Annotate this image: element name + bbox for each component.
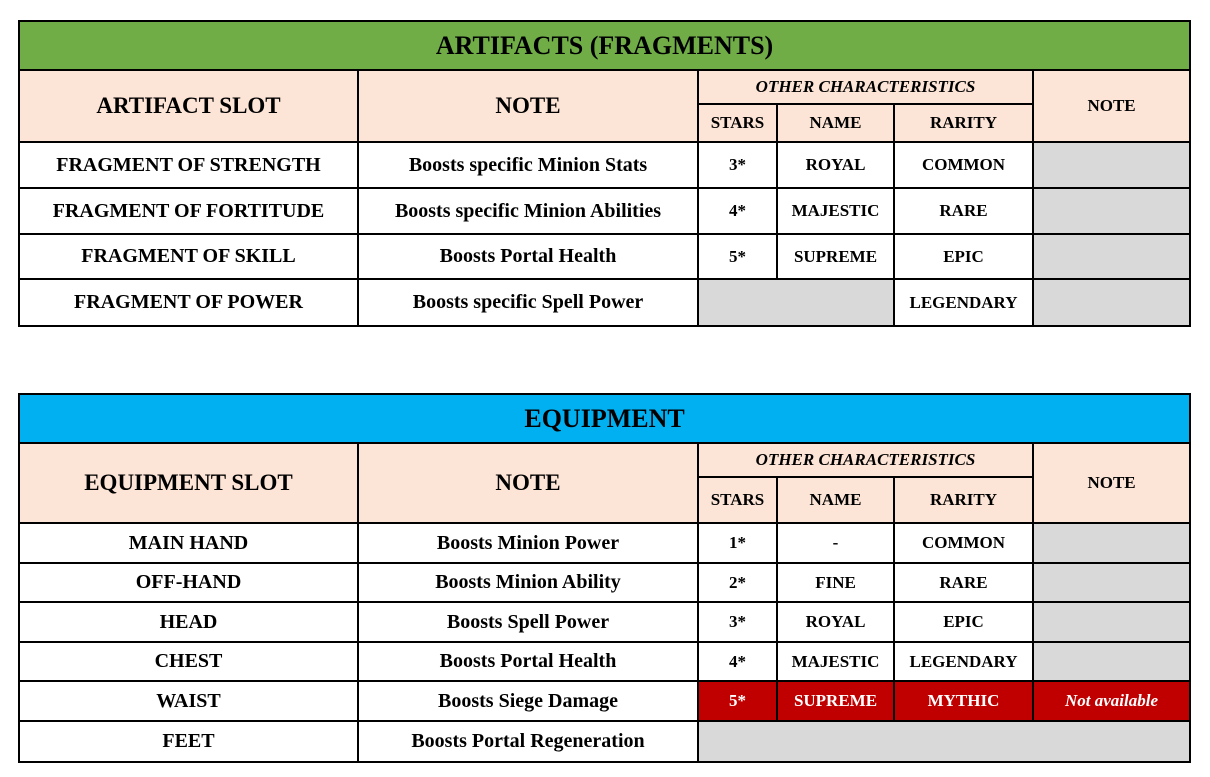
empty-stars-name-cell [698,279,894,326]
name-cell: MAJESTIC [777,642,894,681]
slot-cell: FRAGMENT OF STRENGTH [19,142,358,188]
table-row [19,234,1190,279]
equipment-title: EQUIPMENT [19,394,1190,443]
table-row [19,563,1190,602]
rarity-cell: EPIC [894,602,1033,642]
rarity-cell: EPIC [894,234,1033,279]
note-cell: Boosts Spell Power [358,602,698,642]
note-header: NOTE [358,70,698,142]
rarity-cell: COMMON [894,142,1033,188]
artifact-slot-header: ARTIFACT SLOT [19,70,358,142]
note-cell: Boosts specific Minion Stats [358,142,698,188]
stars-cell: 2* [698,563,777,602]
note-cell: Boosts Siege Damage [358,681,698,721]
empty-note-cell [1033,563,1190,602]
other-characteristics-header: OTHER CHARACTERISTICS [698,70,1033,104]
rarity-cell: RARE [894,563,1033,602]
slot-cell: FEET [19,721,358,762]
slot-cell: FRAGMENT OF POWER [19,279,358,326]
name-cell: MAJESTIC [777,188,894,234]
empty-note-cell [1033,279,1190,326]
table-row [19,142,1190,188]
note-cell: Boosts Minion Power [358,523,698,563]
name-header: NAME [777,104,894,142]
empty-note-cell [1033,188,1190,234]
name-cell: - [777,523,894,563]
name-cell: ROYAL [777,142,894,188]
empty-note-cell [1033,523,1190,563]
rarity-cell: COMMON [894,523,1033,563]
rarity-cell-highlight: MYTHIC [894,681,1033,721]
stars-cell-highlight: 5* [698,681,777,721]
note2-header: NOTE [1033,70,1190,142]
name-cell: ROYAL [777,602,894,642]
note-cell: Boosts Portal Regeneration [358,721,698,762]
slot-cell: FRAGMENT OF FORTITUDE [19,188,358,234]
equipment-table [18,393,1191,763]
note-header: NOTE [358,443,698,523]
note-cell: Boosts Portal Health [358,234,698,279]
stars-cell: 3* [698,142,777,188]
stars-cell: 4* [698,188,777,234]
not-available-cell: Not available [1033,681,1190,721]
rarity-cell: RARE [894,188,1033,234]
stars-cell: 3* [698,602,777,642]
name-cell: SUPREME [777,234,894,279]
empty-note-cell [1033,142,1190,188]
empty-note-cell [1033,642,1190,681]
stars-cell: 1* [698,523,777,563]
rarity-header: RARITY [894,477,1033,523]
table-row [19,602,1190,642]
note-cell: Boosts Minion Ability [358,563,698,602]
table-row [19,642,1190,681]
slot-cell: CHEST [19,642,358,681]
rarity-cell: LEGENDARY [894,642,1033,681]
table-row [19,188,1190,234]
rarity-header: RARITY [894,104,1033,142]
table-row [19,721,1190,762]
note-cell: Boosts specific Minion Abilities [358,188,698,234]
stars-cell: 5* [698,234,777,279]
table-row [19,279,1190,326]
slot-cell: MAIN HAND [19,523,358,563]
slot-cell: HEAD [19,602,358,642]
slot-cell: WAIST [19,681,358,721]
note-cell: Boosts specific Spell Power [358,279,698,326]
empty-characteristics-cell [698,721,1190,762]
name-cell: FINE [777,563,894,602]
stars-header: STARS [698,104,777,142]
name-header: NAME [777,477,894,523]
artifacts-table [18,20,1191,327]
name-cell-highlight: SUPREME [777,681,894,721]
rarity-cell: LEGENDARY [894,279,1033,326]
note-cell: Boosts Portal Health [358,642,698,681]
stars-cell: 4* [698,642,777,681]
other-characteristics-header: OTHER CHARACTERISTICS [698,443,1033,477]
empty-note-cell [1033,234,1190,279]
equipment-slot-header: EQUIPMENT SLOT [19,443,358,523]
empty-note-cell [1033,602,1190,642]
artifacts-title: ARTIFACTS (FRAGMENTS) [19,21,1190,70]
slot-cell: FRAGMENT OF SKILL [19,234,358,279]
stars-header: STARS [698,477,777,523]
slot-cell: OFF-HAND [19,563,358,602]
table-row [19,523,1190,563]
note2-header: NOTE [1033,443,1190,523]
table-row [19,681,1190,721]
